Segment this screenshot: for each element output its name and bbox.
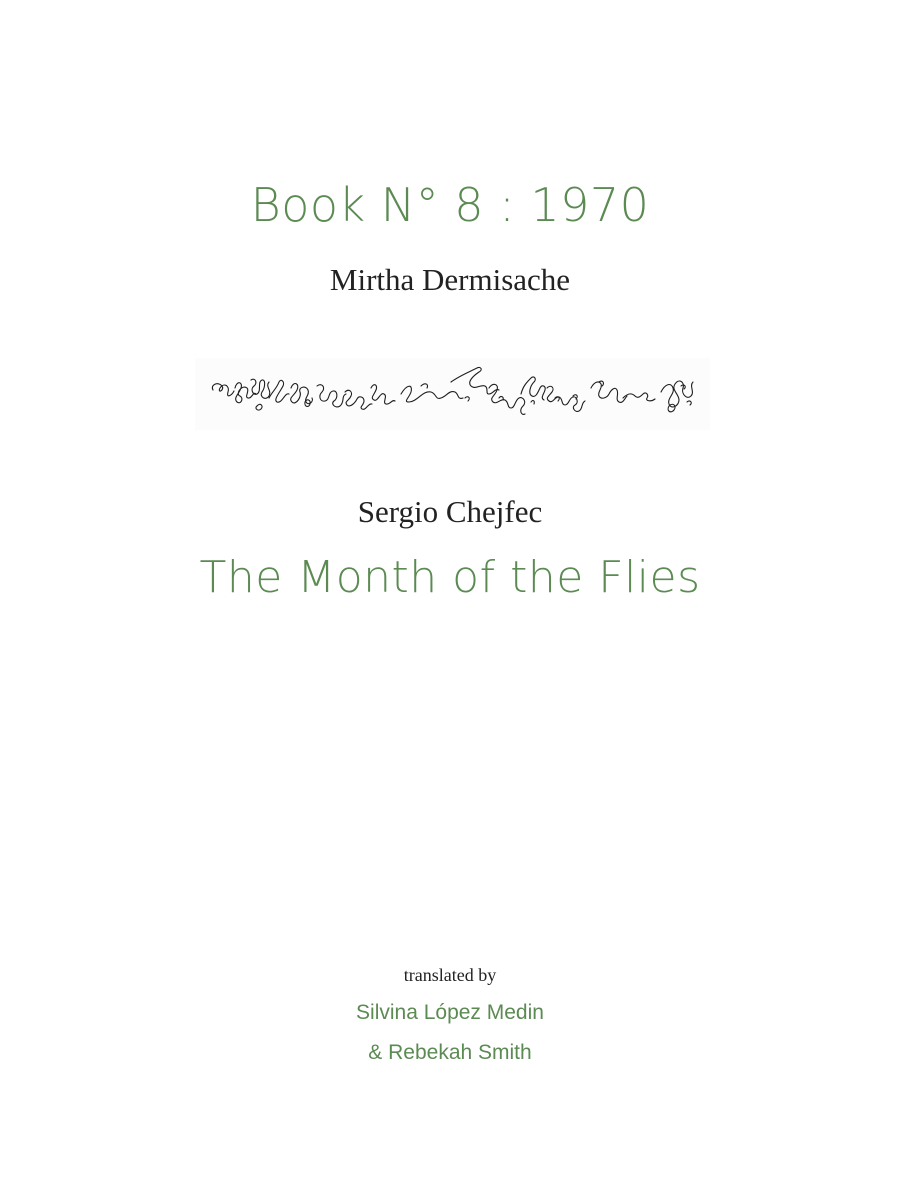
work-title: The Month of the Flies (199, 552, 701, 603)
author-name: Sergio Chejfec (357, 494, 543, 529)
asemic-writing-scribble-icon (195, 358, 710, 430)
translator-name-1: Silvina López Medin (356, 1001, 544, 1024)
translator-name-2: & Rebekah Smith (368, 1041, 532, 1064)
book-title: Book N° 8 : 1970 (250, 178, 650, 232)
artist-name: Mirtha Dermisache (329, 262, 571, 297)
translated-by-label: translated by (403, 965, 497, 985)
